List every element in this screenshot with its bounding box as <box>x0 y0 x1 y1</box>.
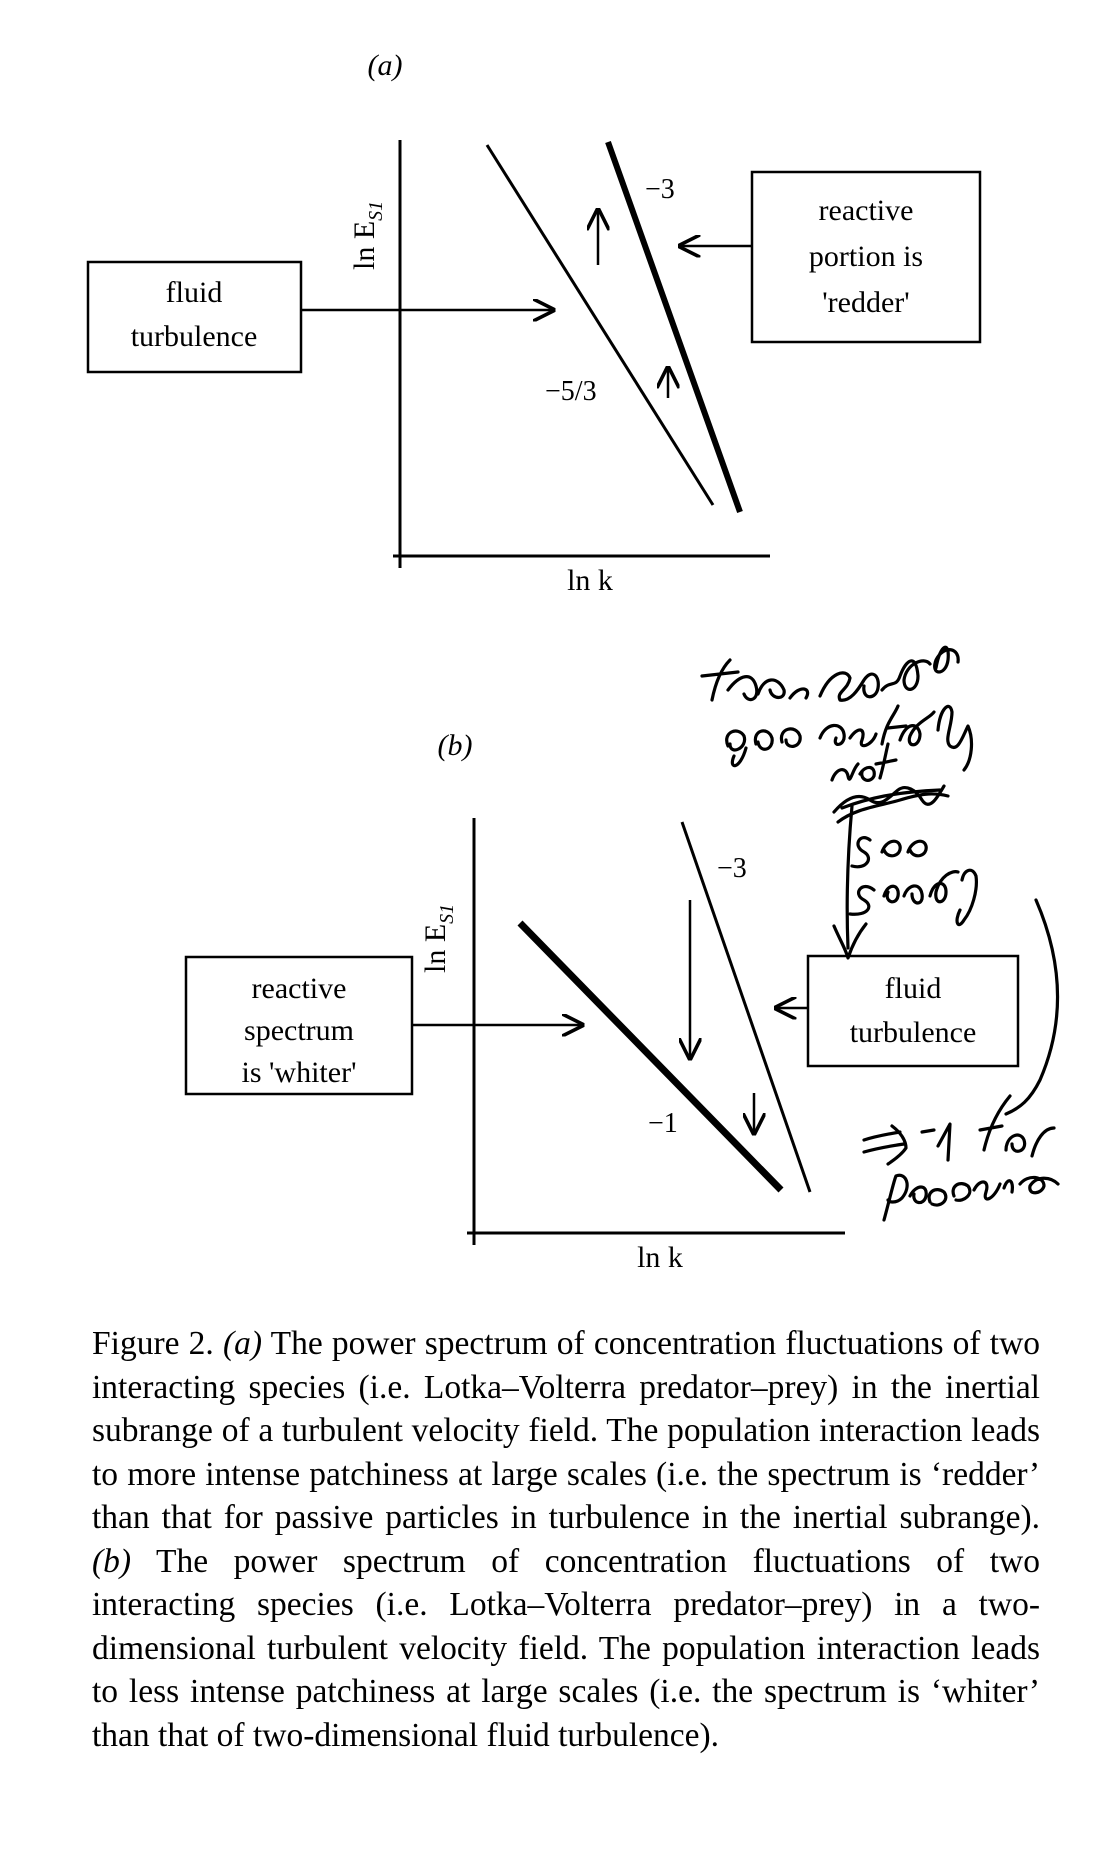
handwritten-line-2 <box>707 640 714 641</box>
handwritten-line-1 <box>700 640 707 641</box>
panel-b-slope-label-thick: −1 <box>648 1108 678 1139</box>
svg-text:ln ES1: $\ln E_{S1}$ <box>348 200 387 270</box>
panel-a-right-box-line-3: 'redder' <box>822 286 910 319</box>
handwritten-annotation <box>702 647 1058 1220</box>
caption-a-text: The power spectrum of concentration fluctuations of two interacting species (i.e. Lotka–Volterra predator–prey) in the inertial subrange of a turbulent velocity field. The population interaction leads to more intense patchiness at large scales (i.e. the spectrum is ‘redder’ than that for passive particles in turbulence in the inertial subrange). <box>92 1325 1041 1536</box>
panel-b-left-box-line-3: is 'whiter' <box>241 1056 357 1089</box>
svg-text:ln ES1: $\ln E_{S1}$ <box>419 903 458 973</box>
panel-a-label: (a) <box>367 49 403 82</box>
panel-a-right-box-line-1: reactive <box>818 194 914 227</box>
panel-b-slope-label-thin: −3 <box>717 853 747 884</box>
caption-b-text: The power spectrum of concentration fluctuations of two interacting species (i.e. Lotka–Volterra predator–prey) in a two-dimensional turbulent velocity field. The population interaction leads to less intense patchiness at large scales (i.e. the spectrum is ‘whiter’ than that of two-dimensional fluid turbulence). <box>92 1542 1040 1754</box>
figure-caption <box>92 1322 1040 1757</box>
panel-a-slope-line-thin <box>487 145 713 505</box>
panel-a-slope-label-thick: −3 <box>645 174 675 205</box>
handwritten-note-top <box>700 640 990 641</box>
handwritten-line-7 <box>728 640 732 641</box>
caption-a-label: (a) <box>222 1325 263 1362</box>
panel-b-ylabel <box>419 904 458 973</box>
panel-b-right-box-line-1: fluid <box>884 972 942 1005</box>
panel-a-left-box-line-2: turbulence <box>130 320 258 353</box>
panel-a-ylabel <box>348 201 387 270</box>
panel-a-xlabel: ln k <box>567 564 613 597</box>
panel-a-left-box-line-1: fluid <box>165 276 223 309</box>
panel-a <box>88 49 980 597</box>
panel-b-xlabel: ln k <box>637 1241 683 1274</box>
panel-b-left-box-line-2: spectrum <box>244 1014 354 1047</box>
panel-b <box>186 729 1018 1274</box>
panel-b-slope-line-thick <box>520 923 781 1190</box>
panel-a-slope-label-thin: −5/3 <box>545 376 597 407</box>
panel-b-right-box-line-2: turbulence <box>849 1016 977 1049</box>
caption-lead: Figure 2. <box>92 1325 223 1362</box>
caption-b-label: (b) <box>92 1542 132 1580</box>
panel-b-label: (b) <box>437 729 473 762</box>
panel-b-left-box-line-1: reactive <box>251 972 347 1005</box>
panel-a-right-box-line-2: portion is <box>808 240 924 273</box>
